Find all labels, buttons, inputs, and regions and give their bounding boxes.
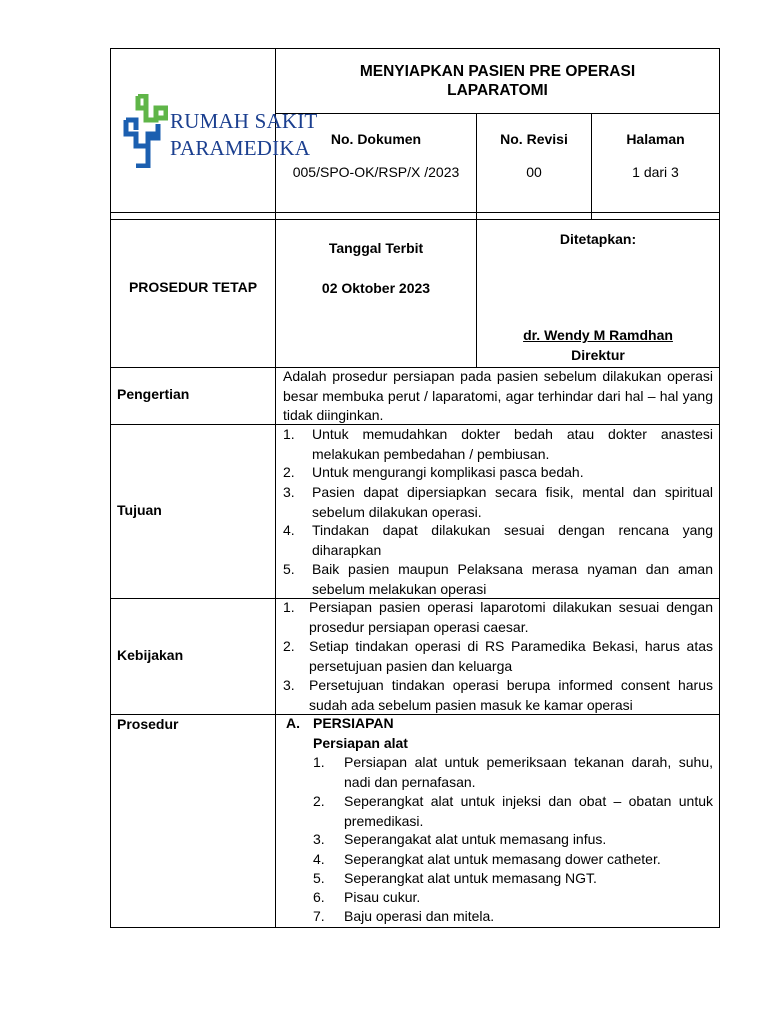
list-item-text: Setiap tindakan operasi di RS Paramedika Bekasi, harus atas persetujuan pasien dan keluarga — [309, 638, 713, 674]
hospital-logo — [122, 94, 318, 168]
list-item-number: 5. — [283, 561, 295, 577]
list-item-number: 4. — [283, 522, 295, 538]
list-item-text: Seperangkat alat untuk memasang NGT. — [344, 870, 597, 886]
no-revisi-value: 00 — [526, 164, 542, 180]
no-dokumen-label: No. Dokumen — [330, 131, 422, 147]
list-item-number: 2. — [313, 793, 325, 809]
signer-title: Direktur — [571, 347, 625, 363]
list-item-text: Seperangakat alat untuk memasang infus. — [344, 831, 607, 847]
list-item-text: Untuk memudahkan dokter bedah atau dokter anastesi melakukan pembedahan / pembiusan. — [312, 426, 713, 462]
list-item-text: Persetujuan tindakan operasi berupa informed consent harus sudah ada sebelum pasien masuk ke kamar operasi — [309, 677, 713, 713]
halaman-value: 1 dari 3 — [632, 164, 679, 180]
list-item-number: 3. — [283, 677, 295, 693]
prosedur-heading: PERSIAPAN — [313, 715, 394, 731]
list-item-text: Tindakan dapat dilakukan sesuai dengan rencana yang diharapkan — [312, 522, 713, 558]
tanggal-terbit-value: 02 Oktober 2023 — [321, 280, 431, 296]
list-item-text: Seperangkat alat untuk injeksi dan obat – obatan untuk premedikasi. — [344, 793, 713, 829]
list-item-number: 1. — [313, 754, 325, 770]
kebijakan-label: Kebijakan — [117, 647, 184, 663]
halaman-label: Halaman — [626, 131, 685, 147]
ditetapkan-label: Ditetapkan: — [559, 231, 637, 247]
list-item-text: Pisau cukur. — [344, 889, 421, 905]
pengertian-label: Pengertian — [117, 386, 190, 402]
pengertian-text: Adalah prosedur persiapan pada pasien sebelum dilakukan operasi besar membuka perut / laparatomi, agar terhindar dari hal – hal yang tidak diinginkan. — [283, 368, 713, 423]
no-dokumen-value: 005/SPO-OK/RSP/X /2023 — [292, 164, 460, 180]
list-item-number: 4. — [313, 851, 325, 867]
no-revisi-label: No. Revisi — [500, 131, 568, 147]
list-item-text: Seperangkat alat untuk memasang dower catheter. — [344, 851, 661, 867]
tanggal-terbit-label: Tanggal Terbit — [328, 240, 424, 256]
list-item-text: Persiapan pasien operasi laparotomi dilakukan sesuai dengan prosedur persiapan operasi caesar. — [309, 599, 713, 635]
list-item-text: Persiapan alat untuk pemeriksaan tekanan darah, suhu, nadi dan pernafasan. — [344, 754, 713, 790]
logo-line-2: PARAMEDIKA — [170, 136, 311, 160]
list-item-number: 6. — [313, 889, 325, 905]
document-title-line-2: LAPARATOMI — [447, 82, 548, 99]
list-item-text: Untuk mengurangi komplikasi pasca bedah. — [312, 464, 584, 480]
list-item-number: 1. — [283, 599, 295, 615]
list-item-number: 3. — [313, 831, 325, 847]
prosedur-label: Prosedur — [117, 716, 179, 732]
tujuan-label: Tujuan — [117, 502, 162, 518]
prosedur-tetap-label: PROSEDUR TETAP — [128, 279, 258, 295]
list-item-number: 2. — [283, 464, 295, 480]
list-item-number: 1. — [283, 426, 295, 442]
list-item — [283, 425, 713, 464]
logo-line-1: RUMAH SAKIT — [170, 109, 318, 133]
signer-name: dr. Wendy M Ramdhan — [523, 327, 673, 343]
list-item-text: Baik pasien maupun Pelaksana merasa nyaman dan aman sebelum melakukan operasi — [312, 561, 713, 597]
prosedur-heading-letter: A. — [286, 715, 300, 731]
prosedur-subheading: Persiapan alat — [313, 735, 408, 751]
document-title-line-1: MENYIAPKAN PASIEN PRE OPERASI — [359, 63, 636, 80]
list-item-number: 2. — [283, 638, 295, 654]
list-item-text: Pasien dapat dipersiapkan secara fisik, mental dan spiritual sebelum dilakukan operasi. — [312, 484, 713, 520]
green-blue-cross-icon — [122, 94, 168, 168]
list-item-number: 3. — [283, 484, 295, 500]
list-item-text: Baju operasi dan mitela. — [344, 908, 495, 924]
list-item-number: 7. — [313, 908, 325, 924]
list-item-number: 5. — [313, 870, 325, 886]
